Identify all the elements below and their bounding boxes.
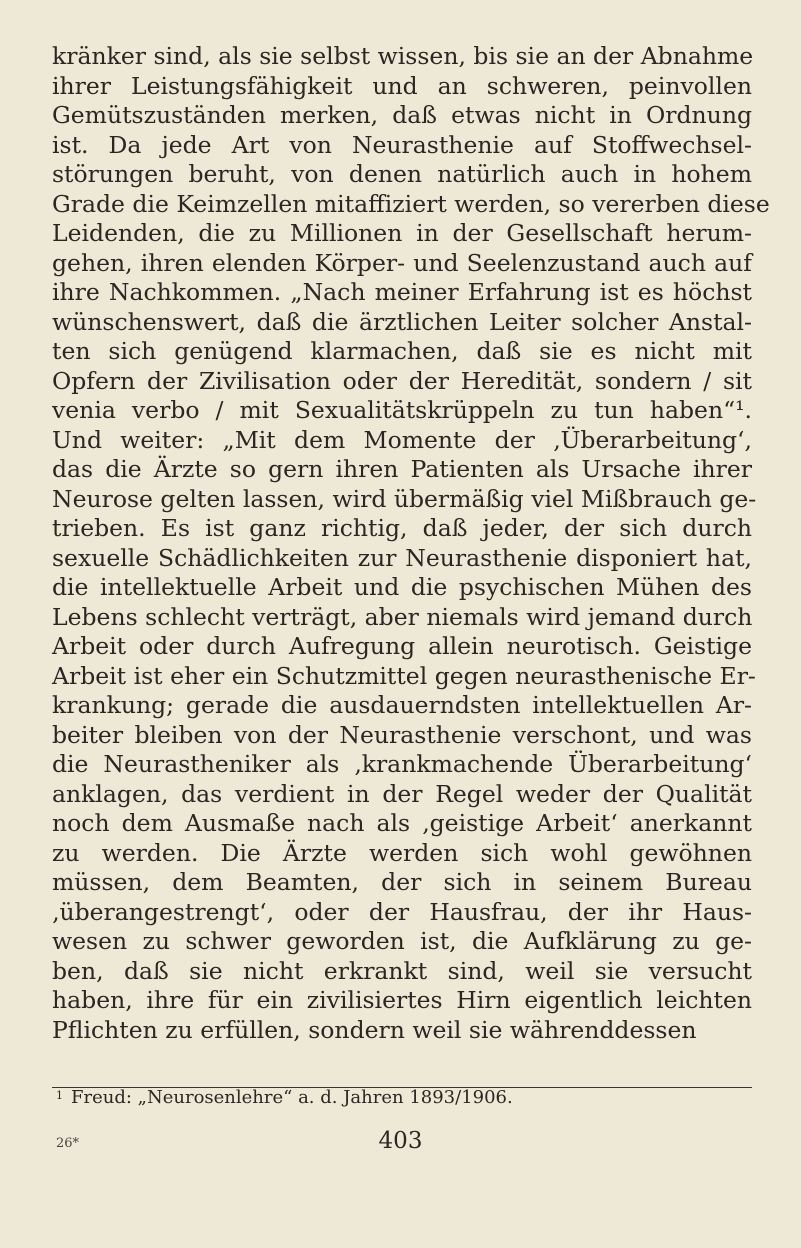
text-line: das die Ärzte so gern ihren Patienten als Ursache ihrer — [52, 455, 752, 483]
text-line: die intellektuelle Arbeit und die psychischen Mühen des — [52, 573, 752, 601]
text-line: wünschenswert, daß die ärztlichen Leiter solcher Anstal- — [52, 307, 752, 336]
body-text — [52, 42, 770, 1045]
text-line: Leidenden, die zu Millionen in der Gesellschaft herum- — [52, 219, 752, 247]
text-line: störungen beruht, von denen natürlich auch in hohem — [52, 160, 752, 188]
text-line: die Neurastheniker als ‚krankmachende Überarbeitung‘ — [52, 750, 752, 778]
printer-signature: 26* — [56, 1136, 80, 1151]
text-line: venia verbo / mit Sexualitätskrüppeln zu tun haben“¹. — [52, 396, 752, 424]
text-line: ihre Nachkommen. „Nach meiner Erfahrung ist es höchst — [52, 278, 752, 306]
text-line: ihrer Leistungsfähigkeit und an schweren, peinvollen — [52, 71, 752, 100]
text-line: Arbeit ist eher ein Schutzmittel gegen neurasthenische Er- — [52, 661, 756, 690]
text-line: Neurose gelten lassen, wird übermäßig viel Mißbrauch ge- — [52, 484, 757, 513]
text-line: haben, ihre für ein zivilisiertes Hirn eigentlich leichten — [52, 986, 752, 1014]
footnote-mark: 1 — [56, 1089, 63, 1102]
text-line: anklagen, das verdient in der Regel weder der Qualität — [52, 779, 752, 808]
text-line: zu werden. Die Ärzte werden sich wohl gewöhnen — [52, 838, 752, 867]
text-line: gehen, ihren elenden Körper- und Seelenzustand auch auf — [52, 248, 752, 277]
page-number: 403 — [378, 1128, 423, 1154]
text-line: Pflichten zu erfüllen, sondern weil sie währenddessen — [52, 1015, 697, 1044]
text-line: sexuelle Schädlichkeiten zur Neurasthenie disponiert hat, — [52, 543, 752, 572]
footnote-text: Freud: „Neurosenlehre“ a. d. Jahren 1893/1906. — [71, 1087, 513, 1108]
text-line: Opfern der Zivilisation oder der Heredität, sondern / sit — [52, 366, 752, 395]
text-line: trieben. Es ist ganz richtig, daß jeder, der sich durch — [52, 514, 752, 542]
text-line: Arbeit oder durch Aufregung allein neurotisch. Geistige — [52, 632, 752, 660]
text-line: ist. Da jede Art von Neurasthenie auf Stoffwechsel- — [52, 130, 752, 159]
text-line: Grade die Keimzellen mitaffiziert werden, so vererben diese — [52, 189, 770, 218]
text-line: kränker sind, als sie selbst wissen, bis sie an der Abnahme — [52, 42, 754, 70]
text-line: Und weiter: „Mit dem Momente der ‚Überarbeitung‘, — [52, 425, 752, 454]
text-line: Gemütszuständen merken, daß etwas nicht in Ordnung — [52, 101, 752, 129]
text-line: müssen, dem Beamten, der sich in seinem Bureau — [52, 868, 752, 896]
text-line: ben, daß sie nicht erkrankt sind, weil sie versucht — [52, 956, 752, 985]
text-line: noch dem Ausmaße nach als ‚geistige Arbeit‘ anerkannt — [52, 809, 752, 837]
text-line: beiter bleiben von der Neurasthenie verschont, und was — [52, 720, 752, 749]
text-line: Lebens schlecht verträgt, aber niemals wird jemand durch — [52, 602, 753, 631]
text-line: ‚überangestrengt‘, oder der Hausfrau, der ihr Haus- — [52, 897, 752, 926]
text-line: wesen zu schwer geworden ist, die Aufklärung zu ge- — [52, 927, 752, 955]
text-line: ten sich genügend klarmachen, daß sie es nicht mit — [52, 337, 752, 365]
footnote — [56, 1086, 716, 1110]
text-line: krankung; gerade die ausdauerndsten intellektuellen Ar- — [52, 691, 752, 719]
